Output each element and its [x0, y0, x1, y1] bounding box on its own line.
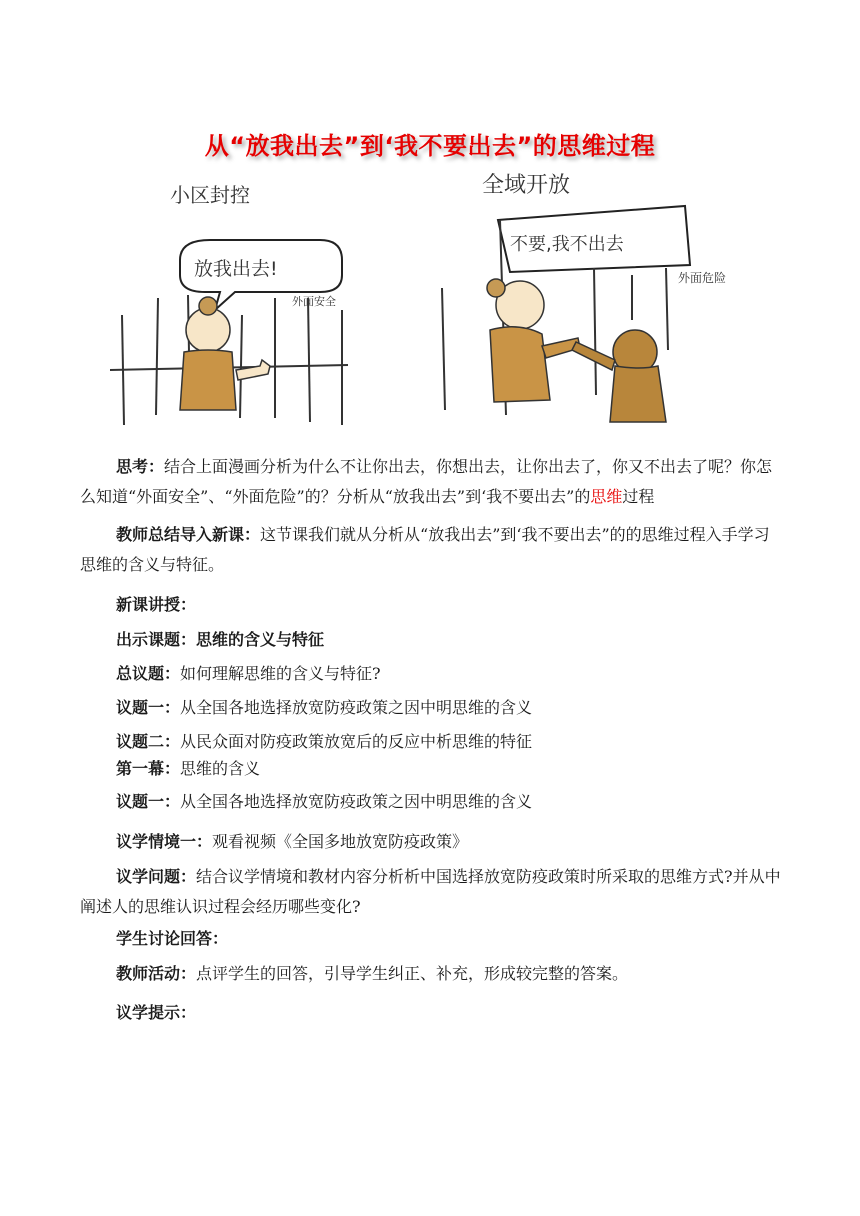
scene-one [80, 754, 785, 784]
scene-one-label: 第一幕： [116, 759, 181, 778]
general-issue-label: 总议题： [116, 664, 181, 683]
hint-heading: 议学提示： [116, 1003, 197, 1022]
right-bubble-text: 不要,我不出去 [510, 234, 624, 255]
issue-two [80, 727, 785, 757]
issue-one-text: 从全国各地选择放宽防疫政策之因中明思维的含义 [180, 698, 533, 717]
issue-two-text: 从民众面对防疫政策放宽后的反应中析思维的特征 [180, 732, 533, 751]
question-text: 结合议学情境和教材内容分析析中国选择放宽防疫政策时所采取的思维方式?并从中阐述人的思维认识过程会经历哪些变化? [80, 867, 781, 916]
issue-one [80, 693, 785, 723]
general-issue-text: 如何理解思维的含义与特征? [180, 664, 381, 683]
situation-one-label: 议学情境一： [116, 832, 213, 851]
left-bubble-text: 放我出去! [194, 258, 278, 280]
left-note: 外面安全 [292, 295, 336, 308]
think-paragraph [80, 452, 785, 512]
left-character [180, 297, 270, 410]
issue-two-label: 议题二： [116, 732, 181, 751]
issue-one-repeat-text: 从全国各地选择放宽防疫政策之因中明思维的含义 [180, 792, 533, 811]
scene-one-text: 思维的含义 [180, 759, 261, 778]
issue-one-label: 议题一： [116, 698, 181, 717]
issue-one-repeat-label: 议题一： [116, 792, 181, 811]
new-lesson-heading: 新课讲授： [116, 595, 197, 614]
question-paragraph [80, 862, 785, 922]
lesson-topic: 出示课题：思维的含义与特征 [116, 630, 325, 649]
teacher-activity-label: 教师活动： [116, 964, 197, 983]
teacher-intro-text: 这节课我们就从分析从“放我出去”到‘我不要出去”的的思维过程入手学习思维的含义与特征。 [80, 525, 770, 574]
situation-one-text: 观看视频《全国多地放宽防疫政策》 [212, 832, 469, 851]
general-issue [80, 659, 785, 689]
think-label: 思考： [116, 457, 165, 476]
think-text-end: 过程 [622, 487, 655, 506]
teacher-activity-text: 点评学生的回答，引导学生纠正、补充，形成较完整的答案。 [196, 964, 629, 983]
comic-illustration [110, 170, 782, 432]
right-caption: 全域开放 [482, 173, 571, 198]
left-caption: 小区封控 [170, 183, 250, 207]
discussion-heading: 学生讨论回答： [116, 929, 229, 948]
pushing-figure [572, 330, 666, 422]
teacher-intro-paragraph [80, 520, 785, 580]
page-title: 从“放我出去”到‘我不要出去”的思维过程 [204, 132, 656, 160]
think-highlight: 思维 [590, 487, 623, 506]
teacher-intro-label: 教师总结导入新课： [116, 525, 261, 544]
situation-one [80, 827, 785, 857]
question-label: 议学问题： [116, 867, 197, 886]
issue-one-repeat [80, 787, 785, 817]
right-character [487, 279, 580, 402]
think-text: 结合上面漫画分析为什么不让你出去，你想出去，让你出去了，你又不出去了呢？你怎么知道“外面安全”、“外面危险”的？分析从“放我出去”到‘我不要出去”的 [80, 457, 773, 506]
right-note: 外面危险 [678, 271, 727, 285]
teacher-activity [80, 959, 785, 989]
